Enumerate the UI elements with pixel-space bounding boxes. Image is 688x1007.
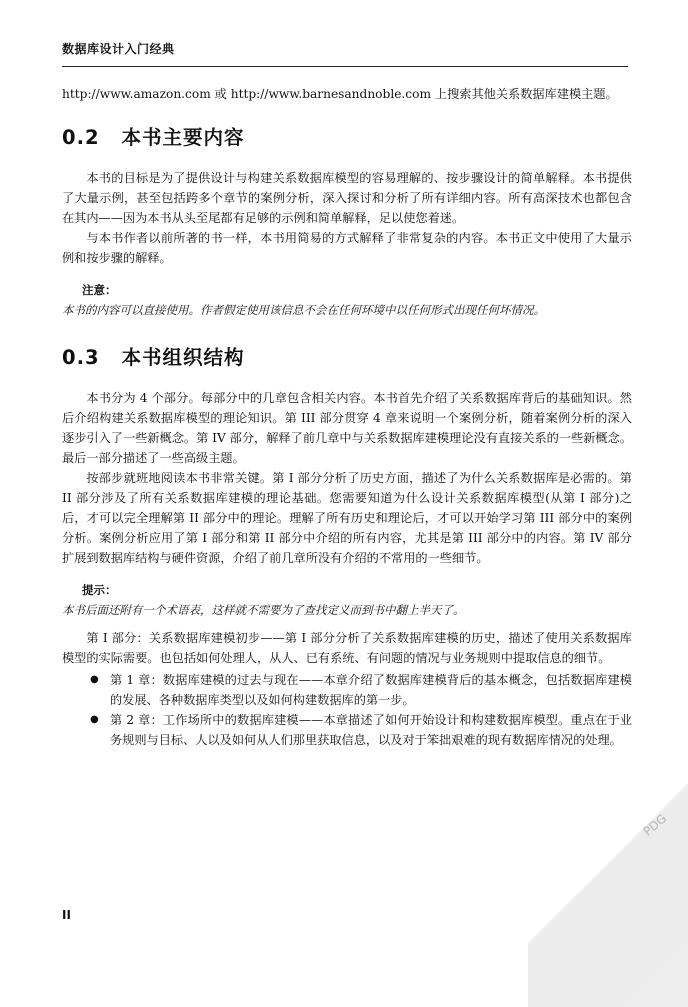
running-header [62,40,628,67]
page-content [62,84,632,750]
paragraph: 按部步就班地阅读本书非常关键。第 I 部分分析了历史方面，描述了为什么关系数据库是必需的。第 II 部分涉及了所有关系数据库建模的理论基础。您需要知道为什么设计关系数据库模型(从第 I 部分)之后，才可以完全理解第 II 部分中的理论。理解了所有历史和理论后，才可以开始学习第 III 部分中的案例分析。案例分析应用了第 I 部分和第 II 部分中介绍的所有内容，尤其是第 III 部分中的内容。第 IV 部分扩展到数据库结构与硬件资源，介绍了前几章所没有介绍的不常用的一些细节。 [62,471,632,565]
watermark [528,757,688,1007]
section-number: 0.3 [62,346,100,369]
chapter-list [62,670,632,750]
bullet-icon: ● [90,714,99,725]
book-title: 数据库设计入门经典 [62,42,175,56]
section-heading-0-2 [62,122,632,150]
tip-text: 本书后面还附有一个术语表，这样就不需要为了查找定义而到书中翻上半天了。 [62,603,465,617]
part-1-description: 第 I 部分：关系数据库建模初步——第 I 部分分析了关系数据库建模的历史，描述了使用关系数据库模型的实际需要。也包括如何处理人，从人、已有系统、有问题的情况与业务规则中提取信息的细节。 [62,631,632,665]
section-title: 本书组织结构 [121,346,245,369]
paragraph: 与本书作者以前所著的书一样，本书用简易的方式解释了非常复杂的内容。本书正文中使用了大量示例和按步骤的解释。 [62,231,632,265]
note-text: 本书的内容可以直接使用。作者假定使用该信息不会在任何环境中以任何形式出现任何坏情况。 [62,303,545,317]
tip-label: 提示： [82,583,117,597]
section-number: 0.2 [62,126,100,149]
paragraph: 本书的目标是为了提供设计与构建关系数据库模型的容易理解的、按步骤设计的简单解释。本书提供了大量示例，甚至包括跨多个章节的案例分析，深入探讨和分析了所有详细内容。所有高深技术也都包含在其内——因为本书从头至尾都有足够的示例和简单解释，足以使您着迷。 [62,171,632,225]
page-number: II [62,908,71,922]
intro-line: http://www.amazon.com 或 http://www.barnesandnoble.com 上搜索其他关系数据库建模主题。 [62,87,618,101]
note-label: 注意： [82,283,117,297]
watermark-text: PDG [640,811,670,839]
list-item: ● 第 1 章：数据库建模的过去与现在——本章介绍了数据库建模背后的基本概念，包括数据库建模的发展、各种数据库类型以及如何构建数据库的第一步。 [62,670,632,710]
section-heading-0-3 [62,342,632,370]
list-item: ● 第 2 章：工作场所中的数据库建模——本章描述了如何开始设计和构建数据库模型。重点在于业务规则与目标、人以及如何从人们那里获取信息，以及对于笨拙艰难的现有数据库情况的处理。 [62,710,632,750]
section-title: 本书主要内容 [121,126,245,149]
paragraph: 本书分为 4 个部分。每部分中的几章包含相关内容。本书首先介绍了关系数据库背后的基础知识。然后介绍构建关系数据库模型的理论知识。第 III 部分贯穿 4 章来说明一个案例分析，随着案例分析的深入逐步引入了一些新概念。第 IV 部分，解释了前几章中与关系数据库建模理论没有直接关系的一些新概念。最后一部分描述了一些高级主题。 [62,391,632,465]
bullet-icon: ● [90,674,99,685]
